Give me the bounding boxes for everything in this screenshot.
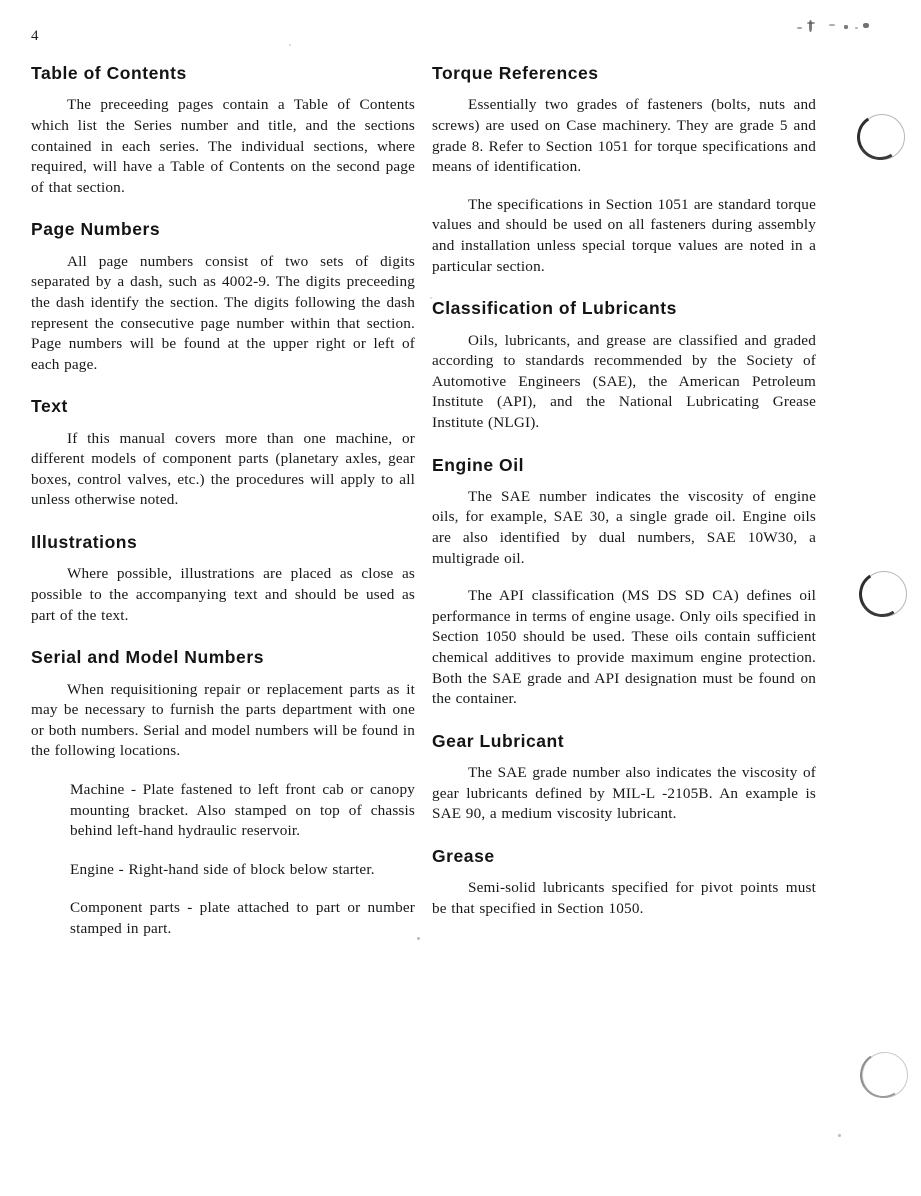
location-text: Engine - Right-hand side of block below starter. <box>70 860 375 878</box>
scan-dust-speck <box>289 44 291 46</box>
section-paragraph: When requisitioning repair or replacement parts as it may be necessary to furnish the parts department with one or both numbers. Serial and model numbers will be found in the following locations. <box>31 680 415 760</box>
section-paragraph: All page numbers consist of two sets of digits separated by a dash, such as 4002-9. The digits preceeding the dash identify the section. The digits following the dash represent the consecutive page number within that section. Page numbers will be found at the upper right or left of each page. <box>31 252 415 373</box>
section-heading: Table of Contents <box>31 63 187 83</box>
section-paragraph: Essentially two grades of fasteners (bolts, nuts and screws) are used on Case machinery. They are grade 5 and grade 8. Refer to Section 1051 for torque specifications and means of identification. <box>432 96 816 176</box>
section-heading: Torque References <box>432 63 599 83</box>
page-number: 4 <box>31 28 39 44</box>
section-heading: Gear Lubricant <box>432 730 565 751</box>
binder-punch-hole <box>859 114 905 160</box>
section-heading: Page Numbers <box>31 219 161 240</box>
section-paragraph: If this manual covers more than one machine, or different models of component parts (planetary axles, gear boxes, control valves, etc.) the procedures will apply to all unless otherwise noted. <box>31 429 415 509</box>
section-paragraph: Where possible, illustrations are placed as close as possible to the accompanying text and should be used as part of the text. <box>31 565 415 624</box>
section-illustrations <box>31 531 415 626</box>
section-page-numbers <box>31 218 415 375</box>
section-paragraph: The API classification (MS DS SD CA) defines oil performance in terms of engine usage. Only oils specified in Section 1050 should be used. These oils contain sufficient chemical additives to provide maximum engine protection. Both the SAE grade and API designation must be found on the container. <box>432 587 816 708</box>
section-classification-of-lubricants <box>432 297 816 433</box>
binder-punch-hole <box>861 571 907 617</box>
section-heading: Illustrations <box>31 532 138 553</box>
section-paragraph: Semi-solid lubricants specified for pivot points must be that specified in Section 1050. <box>432 879 816 917</box>
location-item-engine <box>70 860 415 881</box>
scan-speckle-artifact <box>795 18 895 36</box>
section-paragraph: Oils, lubricants, and grease are classified and graded according to standards recommended by the Society of Automotive Engineers (SAE), the American Petroleum Institute (API), and the National Lubricating Grease Institute (NLGI). <box>432 331 816 431</box>
section-engine-oil <box>432 454 816 710</box>
section-serial-and-model-numbers <box>31 646 415 939</box>
section-table-of-contents <box>31 62 415 198</box>
section-text <box>31 395 415 511</box>
section-torque-references <box>432 62 816 277</box>
location-text: Machine - Plate fastened to left front cab or canopy mounting bracket. Also stamped on top of chassis behind left-hand hydraulic reservoir. <box>70 781 415 840</box>
scan-dust-speck <box>838 1134 841 1137</box>
section-heading: Serial and Model Numbers <box>31 647 264 668</box>
section-gear-lubricant <box>432 730 816 825</box>
scan-dust-speck <box>430 297 432 299</box>
text-column-right <box>432 62 816 920</box>
section-paragraph: The specifications in Section 1051 are standard torque values and should be used on all fasteners during assembly and installation unless special torque values are noted in a particular section. <box>432 195 816 275</box>
scan-dust-speck <box>417 937 420 940</box>
section-heading: Text <box>31 396 68 417</box>
section-heading: Classification of Lubricants <box>432 298 677 319</box>
section-paragraph: The SAE grade number also indicates the viscosity of gear lubricants defined by MIL-L -2105B. An example is SAE 90, a medium viscosity lubricant. <box>432 764 816 823</box>
binder-punch-hole <box>862 1052 908 1098</box>
text-column-left <box>31 62 415 940</box>
location-item-machine <box>70 780 415 842</box>
section-paragraph: The preceeding pages contain a Table of Contents which list the Series number and title, and the sections contained in each series. The individual sections, where required, will have a Table of Contents on the second page of that section. <box>31 96 415 196</box>
location-item-component-parts <box>70 898 415 939</box>
section-grease <box>432 845 816 920</box>
section-paragraph: The SAE number indicates the viscosity of engine oils, for example, SAE 30, a single grade oil. Engine oils are also identified by dual numbers, SAE 10W30, a multigrade oil. <box>432 487 816 567</box>
section-heading: Engine Oil <box>432 454 525 475</box>
section-heading: Grease <box>432 846 495 866</box>
location-text: Component parts - plate attached to part or number stamped in part. <box>70 899 415 937</box>
